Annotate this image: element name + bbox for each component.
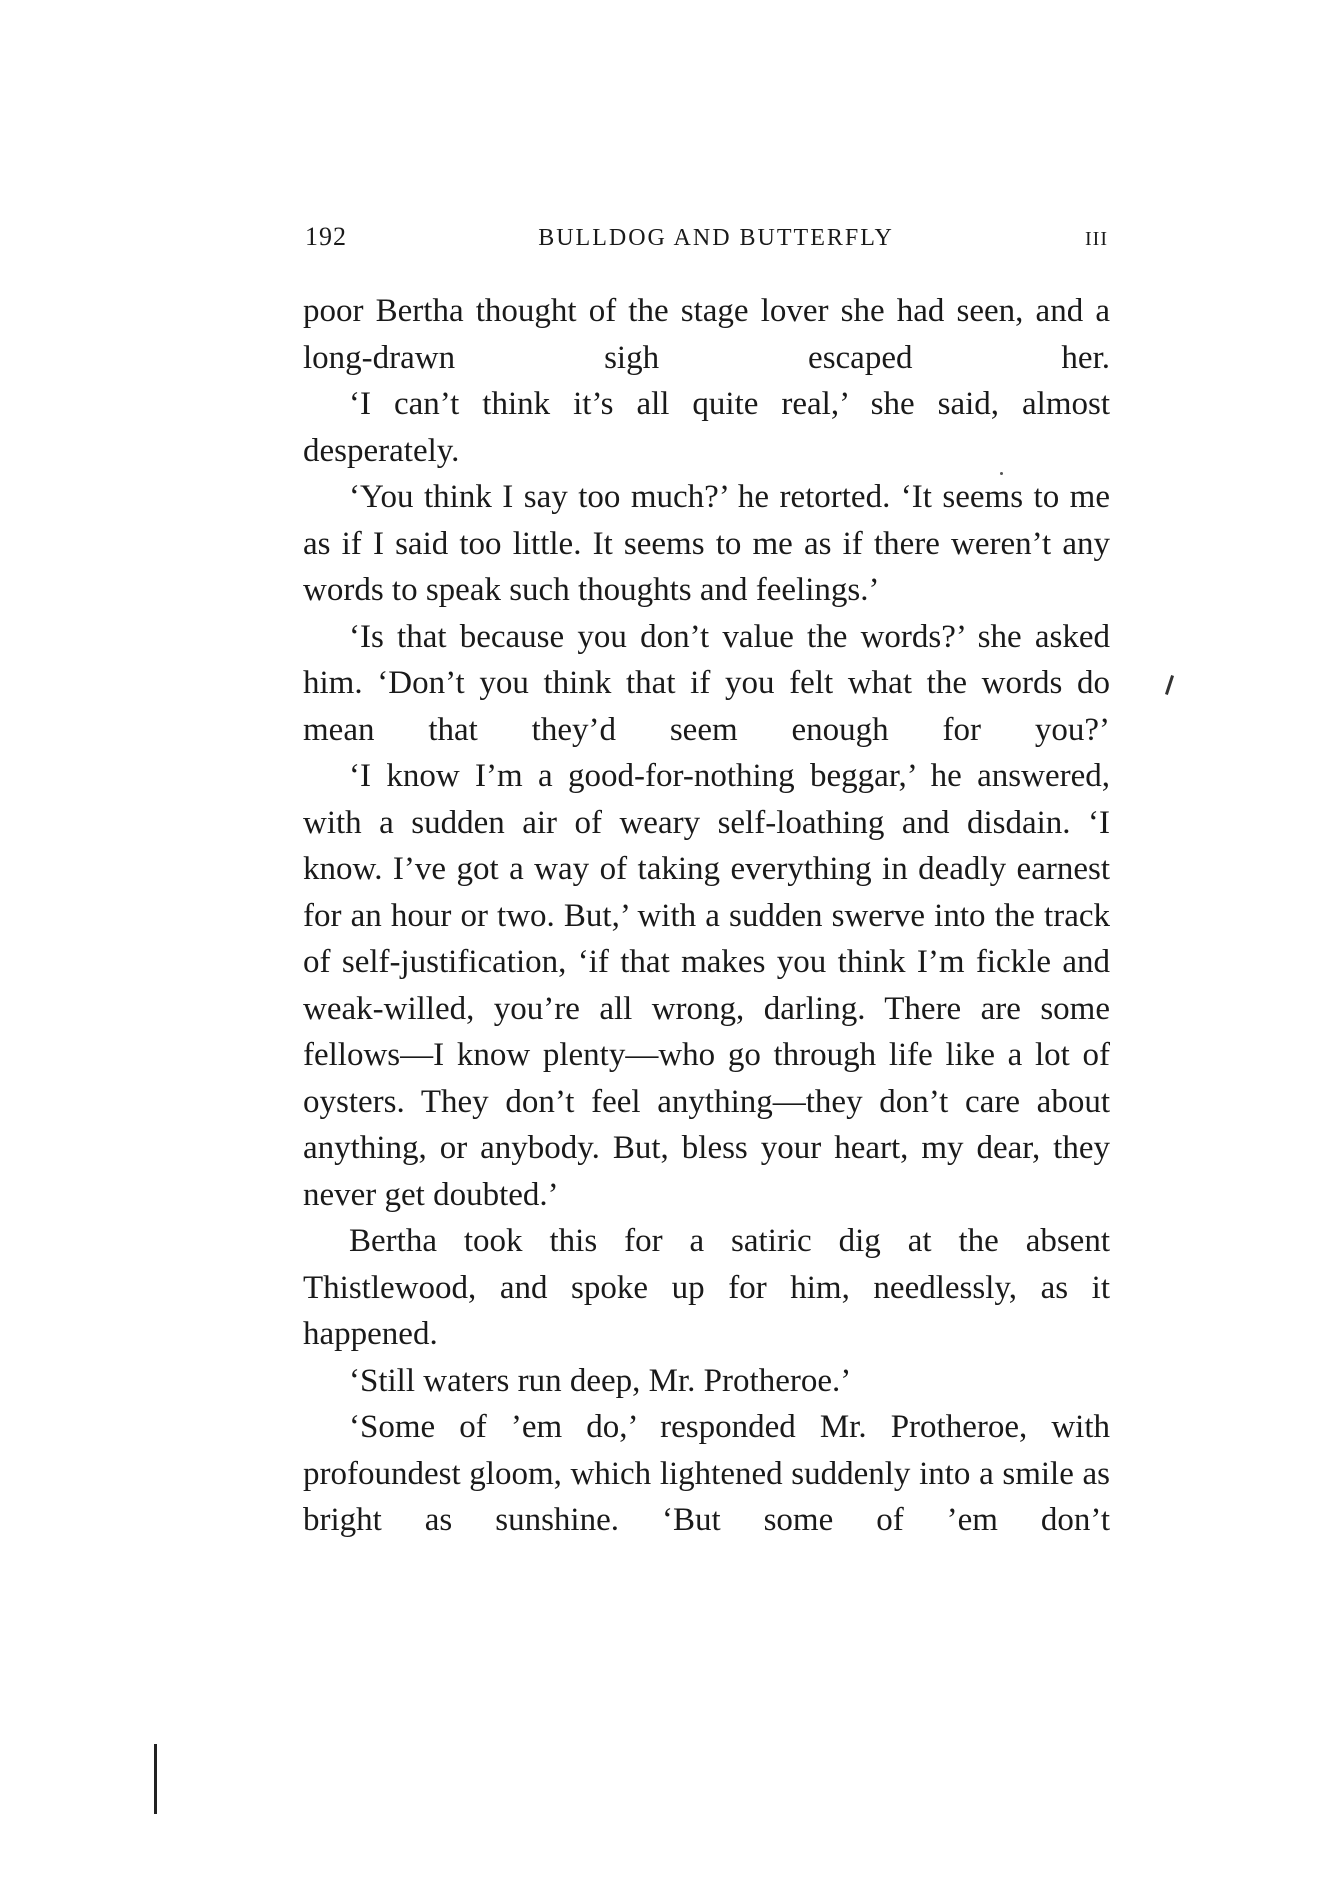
running-header [305, 222, 1108, 262]
page-number: 192 [305, 222, 347, 251]
paragraph: ‘I know I’m a good-for-nothing beggar,’ he answered, with a sudden air of weary self-loathing and disdain. ‘I know. I’ve got a way of taking everything in deadly earnest for an hour or two. But,’ with a sudden swerve into the track of self-justification, ‘if that makes you think I’m fickle and weak-willed, you’re all wrong, darling. There are some fellows—I know plenty—who go through life like a lot of oysters. They don’t feel anything—they don’t care about anything, or anybody. But, bless your heart, my dear, they never get doubted.’ [303, 758, 1110, 1213]
paragraph: poor Bertha thought of the stage lover she had seen, and a long-drawn sigh escaped her. [303, 293, 1110, 376]
paragraph: Bertha took this for a satiric dig at the absent Thistlewood, and spoke up for him, needlessly, as it happened. [303, 1223, 1110, 1352]
paragraph: ‘I can’t think it’s all quite real,’ she said, almost desperately. [303, 386, 1110, 469]
ink-speck [1000, 472, 1003, 475]
running-title: BULLDOG AND BUTTERFLY [538, 225, 894, 251]
paragraph: ‘Is that because you don’t value the words?’ she asked him. ‘Don’t you think that if you felt what the words do mean that they’d seem enough for you?’ [303, 618, 1110, 748]
paragraph: ‘Still waters run deep, Mr. Protheroe.’ [349, 1362, 852, 1399]
chapter-number: III [1085, 228, 1108, 250]
body-text [303, 288, 1110, 1544]
paragraph: ‘Some of ’em do,’ responded Mr. Protheroe, with profoundest gloom, which lightened suddenly into a smile as bright as sunshine. ‘But some of ’em don’t [303, 1409, 1110, 1538]
paragraph: ‘You think I say too much?’ he retorted. ‘It seems to me as if I said too little. It seems to me as if there weren’t any words to speak such thoughts and feelings.’ [303, 479, 1110, 608]
margin-pencil-mark [1165, 675, 1174, 695]
scan-edge-mark [154, 1744, 157, 1814]
